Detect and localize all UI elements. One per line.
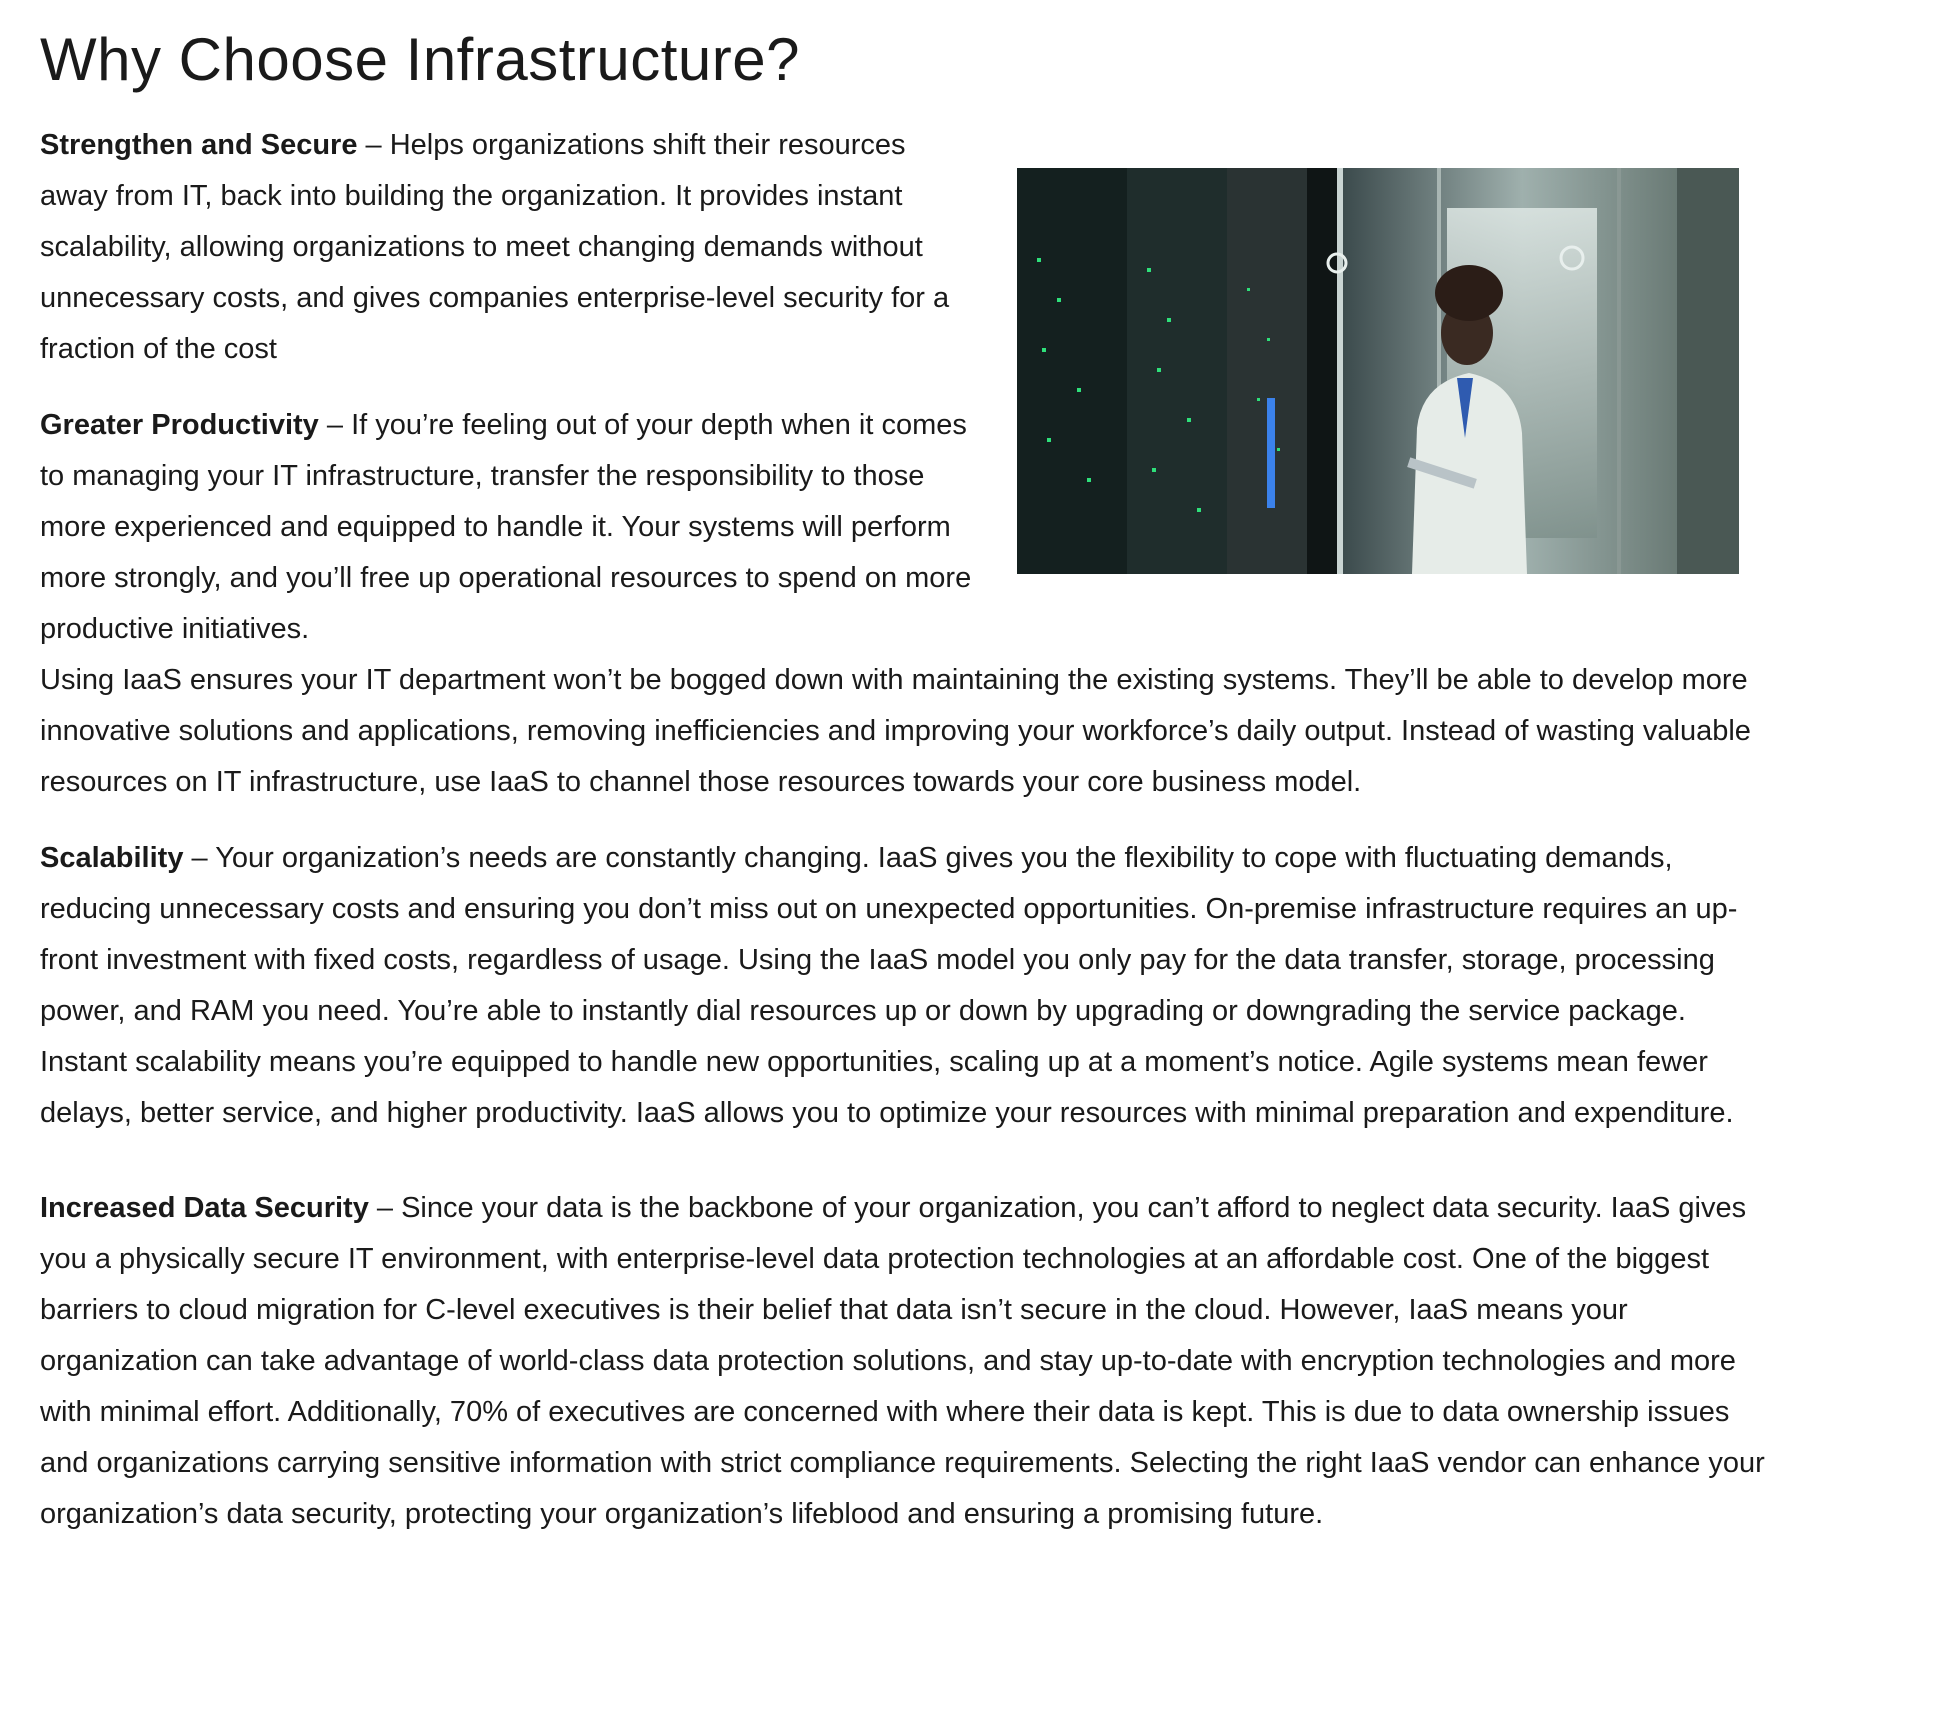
section-body: Your organization’s needs are constantly changing. IaaS gives you the flexibility to cope with fluctuating demands, reducing unnecessary costs and ensuring you don’t miss out on unexpected opportunities. On-premise infrastructure requires an up-front investment with fixed costs, regardless of usage. Using the IaaS model you only pay for the data transfer, storage, processing power, and RAM you need. You’re able to instantly dial resources up or down by upgrading or downgrading the service package. Instant scalability means you’re equipped to handle new opportunities, scaling up at a moment’s notice. Agile systems mean fewer delays, better service, and higher productivity. IaaS allows you to optimize your resources with minimal preparation and expenditure. — [40, 842, 1738, 1129]
section-dash: – — [357, 129, 390, 161]
section-heading: Strengthen and Secure — [40, 129, 358, 161]
section-heading: Greater Productivity — [40, 409, 319, 441]
section-body: Helps organizations shift their resources away from IT, back into building the organization. It provides instant scalability, allowing organizations to meet changing demands without unnecessary costs, and gives companies enterprise-level security for a fraction of the cost — [40, 129, 950, 365]
section-productivity-continued: Using IaaS ensures your IT department won’t be bogged down with maintaining the existing systems. They’ll be able to develop more innovative solutions and applications, removing inefficiencies and improving your workforce’s daily output. Instead of wasting valuable resources on IT infrastructure, use IaaS to channel those resources towards your core business model. — [40, 664, 1751, 798]
article — [40, 0, 1780, 1565]
section-heading: Scalability — [40, 842, 184, 874]
data-center-photo — [1017, 168, 1739, 574]
section-dash: – — [368, 1192, 402, 1224]
page-title: Why Choose Infrastructure? — [40, 26, 800, 93]
section-dash: – — [318, 409, 352, 441]
section-body: If you’re feeling out of your depth when it comes to managing your IT infrastructure, transfer the responsibility to those more experienced and equipped to handle it. Your systems will perform more strongly, and you’ll free up operational resources to spend on more productive initiatives. — [40, 409, 972, 645]
section-dash: – — [183, 842, 216, 874]
section-scalability — [40, 833, 1780, 1139]
section-heading: Increased Data Security — [40, 1192, 369, 1224]
data-center-photo-illustration — [1017, 168, 1739, 574]
section-body: Since your data is the backbone of your organization, you can’t afford to neglect data security. IaaS gives you a physically secure IT environment, with enterprise-level data protection technologies at an affordable cost. One of the biggest barriers to cloud migration for C-level executives is their belief that data isn’t secure in the cloud. However, IaaS means your organization can take advantage of world-class data protection solutions, and stay up-to-date with encryption technologies and more with minimal effort. Additionally, 70% of executives are concerned with where their data is kept. This is due to data ownership issues and organizations carrying sensitive information with strict compliance requirements. Selecting the right IaaS vendor can enhance your organization’s data security, protecting your organization’s lifeblood and ensuring a promising future. — [40, 1192, 1765, 1530]
section-data-security — [40, 1183, 1780, 1540]
